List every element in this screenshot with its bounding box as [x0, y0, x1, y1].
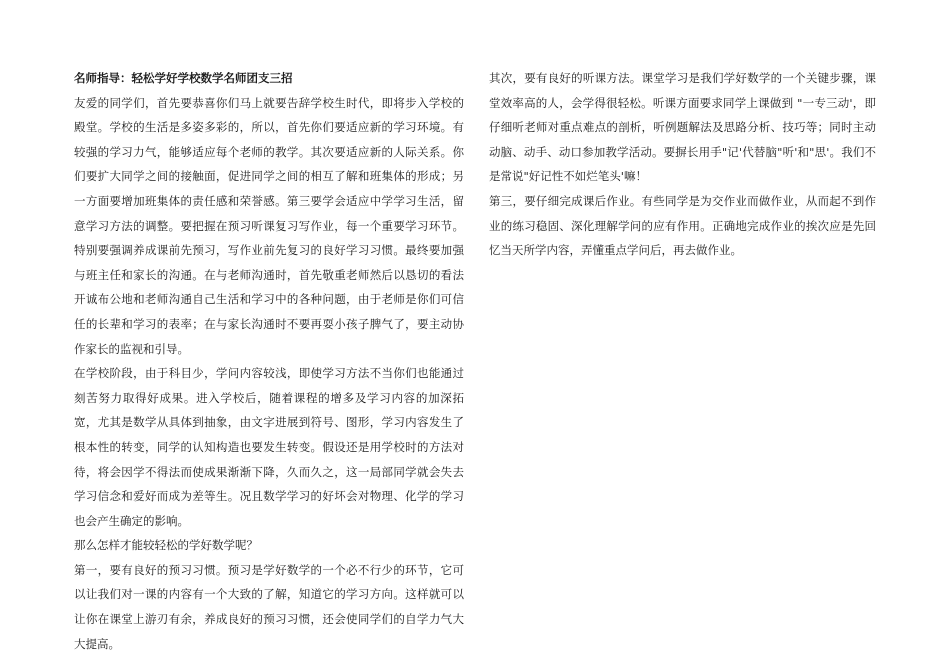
- paragraph-first-tip: 第一，要有良好的预习习惯。预习是学好数学的一个必不行少的环节，它可以让我们对一课的内容有一个大致的了解，知道它的学习方向。这样就可以让你在课堂上游刃有余，养成良好的预习习惯，还会使同学们的自学力气大大提高。: [74, 562, 464, 651]
- right-column: [489, 66, 876, 263]
- paragraph-question: 那么怎样才能较轻松的学好数学呢？: [74, 538, 258, 553]
- paragraph-second-tip: 其次，要有良好的听课方法。课堂学习是我们学好数学的一个关键步骤，课堂效率高的人，会学得很轻松。听课方面要求同学上课做到 "一专三动'，即仔细听老师对重点难点的剖析，听例题解法及思路分析、技巧等；同时主动动脑、动手、动口参加教学活动。要摒长用手"记'代替脑"听'和"思'。我们不是常说"好记性不如烂笔头'嘛！: [489, 71, 876, 184]
- paragraph-school-stage: 在学校阶段，由于科目少，学问内容较浅，即使学习方法不当你们也能通过刻苦努力取得好成果。进入学校后，随着课程的增多及学习内容的加深拓宽，尤其是数学从具体到抽象，由文字进展到符号、图形，学习内容发生了根本性的转变，同学的认知构造也要发生转变。假设还是用学校时的方法对待，将会因学不得法而使成果渐渐下降，久而久之，这一局部同学就会失去学习信念和爱好而成为差等生。况且数学学习的好坏会对物理、化学的学习也会产生确定的影响。: [74, 366, 464, 528]
- paragraph-intro: 友爱的同学们，首先要恭喜你们马上就要告辞学校生时代，即将步入学校的殿堂。学校的生活是多姿多彩的，所以，首先你们要适应新的学习环境。有较强的学习力气，能够适应每个老师的教学。其次要适应新的人际关系。你们要扩大同学之间的接触面，促进同学之间的相互了解和班集体的形成；另一方面要增加班集体的责任感和荣誉感。第三要学会适应中学学习生活，留意学习方法的调整。要把握在预习听课复习写作业，每一个重要学习环节。特别要强调养成课前先预习，写作业前先复习的良好学习习惯。最终要加强与班主任和家长的沟通。在与老师沟通时，首先敬重老师然后以恳切的看法开诚布公地和老师沟通自己生活和学习中的各种问题，由于老师是你们可信任的长辈和学习的表率；在与家长沟通时不要再耍小孩子脾气了，要主动协作家长的监视和引导。: [74, 95, 464, 356]
- left-column: [74, 66, 464, 656]
- document-title: 名师指导：轻松学好学校数学名师团支三招: [74, 71, 293, 85]
- paragraph-third-tip: 第三，要仔细完成课后作业。有些同学是为交作业而做作业，从而起不到作业的练习稳固、深化理解学问的应有作用。正确地完成作业的挨次应是先回忆当天所学内容，弄懂重点学问后，再去做作业。: [489, 193, 876, 258]
